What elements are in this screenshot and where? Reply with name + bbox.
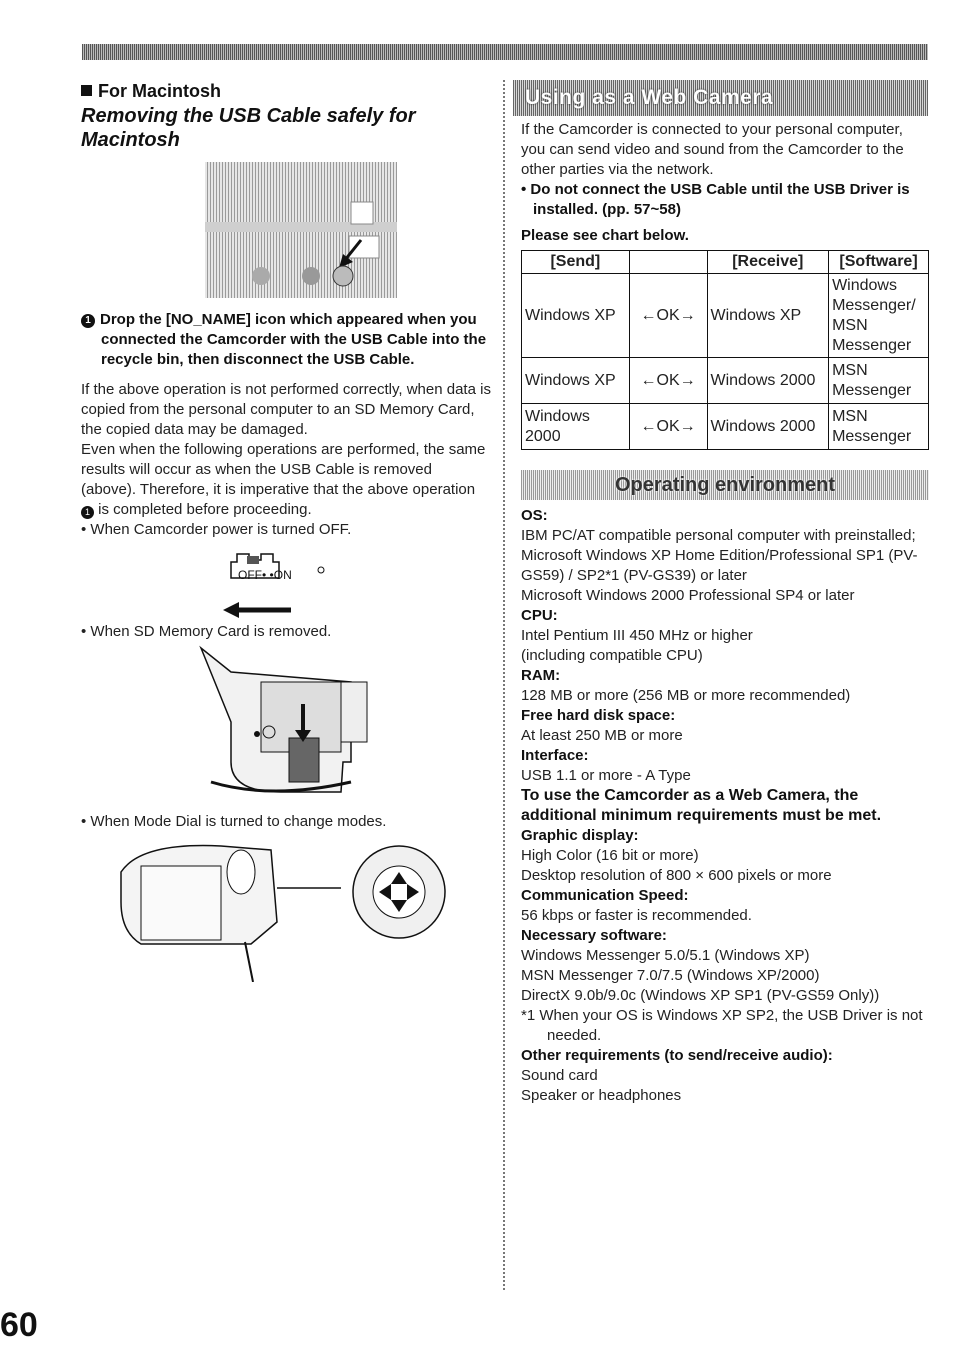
table-header-row <box>522 251 929 274</box>
square-bullet-icon <box>81 85 92 96</box>
sd-card-figure <box>81 642 491 812</box>
table-row <box>522 274 929 358</box>
table-cell: MSN Messenger <box>829 358 929 404</box>
table-cell: Windows XP <box>707 274 829 358</box>
step-number-icon: 1 <box>81 314 95 328</box>
env-label-disk: Free hard disk space: <box>521 707 676 724</box>
web-camera-title-band <box>513 80 928 116</box>
bullet-mode-dial: • When Mode Dial is turned to change modes. <box>81 813 387 830</box>
env-line: USB 1.1 or more - A Type <box>521 767 691 784</box>
table-cell: ←OK→ <box>629 274 707 358</box>
sd-card-illustration <box>81 642 491 812</box>
env-line: Speaker or headphones <box>521 1087 682 1104</box>
table-cell: Windows Messenger/ MSN Messenger <box>829 274 929 358</box>
env-label-speed: Communication Speed: <box>521 887 689 904</box>
env-line: DirectX 9.0b/9.0c (Windows XP SP1 (PV-GS59 Only)) <box>521 987 880 1004</box>
step-reference-icon: 1 <box>81 506 94 519</box>
paragraph-2 <box>81 440 491 520</box>
paragraph-2-text-a: Even when the following operations are performed, the same results will occur as when the USB Cable is removed (above). Therefore, it is imperative that the above operation <box>81 441 486 498</box>
bullet-mode-dial-text: When Mode Dial is turned to change modes. <box>90 813 387 830</box>
env-line: Windows Messenger 5.0/5.1 (Windows XP) <box>521 947 810 964</box>
section-heading-text: For Macintosh <box>98 81 222 101</box>
env-line: High Color (16 bit or more) <box>521 847 699 864</box>
env-line: IBM PC/AT compatible personal computer with preinstalled; <box>521 527 916 544</box>
compatibility-table <box>521 250 929 450</box>
env-label-os: OS: <box>521 507 548 524</box>
table-header-blank <box>629 251 707 274</box>
table-cell: MSN Messenger <box>829 404 929 450</box>
environment-list <box>521 506 931 1106</box>
env-label-cpu: CPU: <box>521 607 558 624</box>
table-cell: Windows 2000 <box>707 358 829 404</box>
table-row <box>522 358 929 404</box>
webcam-requirements-note: To use the Camcorder as a Web Camera, the additional minimum requirements must be met. <box>521 787 882 824</box>
env-line: (including compatible CPU) <box>521 647 703 664</box>
table-header-software: [Software] <box>829 251 929 274</box>
env-label-graphic: Graphic display: <box>521 827 639 844</box>
page-number: 60 <box>0 1306 38 1344</box>
table-cell: Windows 2000 <box>707 404 829 450</box>
env-line: Microsoft Windows XP Home Edition/Professional SP1 (PV-GS59) / SP2*1 (PV-GS39) or later <box>521 547 918 584</box>
power-switch-figure <box>81 540 491 622</box>
switch-label: OFF• •ON <box>238 568 292 582</box>
env-line: 128 MB or more (256 MB or more recommended) <box>521 687 851 704</box>
footnote: *1 When your OS is Windows XP SP2, the USB Driver is not needed. <box>521 1007 923 1044</box>
table-cell: Windows 2000 <box>522 404 630 450</box>
mac-desktop-illustration <box>81 152 491 310</box>
env-line: 56 kbps or faster is recommended. <box>521 907 752 924</box>
paragraph-1: If the above operation is not performed correctly, when data is copied from the personal computer to an SD Memory Card, the copied data may be damaged. <box>81 381 491 438</box>
left-column <box>81 80 491 982</box>
column-divider <box>503 80 505 1290</box>
table-header-receive: [Receive] <box>707 251 829 274</box>
bullet-sd-removed-text: When SD Memory Card is removed. <box>90 623 332 640</box>
env-line: At least 250 MB or more <box>521 727 683 744</box>
bullet-power-off-text: When Camcorder power is turned OFF. <box>90 521 352 538</box>
env-line: Desktop resolution of 800 × 600 pixels or more <box>521 867 832 884</box>
table-cell: ←OK→ <box>629 404 707 450</box>
step-1-text: Drop the [NO_NAME] icon which appeared when you connected the Camcorder with the USB Cable into the recycle bin, then disconnect the USB Cable. <box>100 311 487 368</box>
web-camera-title: Using as a Web Camera <box>525 86 774 109</box>
mode-dial-illustration <box>81 832 491 982</box>
table-cell: Windows XP <box>522 358 630 404</box>
env-label-software: Necessary software: <box>521 927 667 944</box>
bullet-power-off: • When Camcorder power is turned OFF. <box>81 521 352 538</box>
table-header-send: [Send] <box>522 251 630 274</box>
env-label-ram: RAM: <box>521 667 561 684</box>
right-column <box>521 80 931 1106</box>
operating-environment-band <box>521 470 929 500</box>
table-row <box>522 404 929 450</box>
table-cell: Windows XP <box>522 274 630 358</box>
web-camera-intro: If the Camcorder is connected to your personal computer, you can send video and sound from the Camcorder to the other parties via the network. <box>521 121 904 178</box>
env-line: Intel Pentium III 450 MHz or higher <box>521 627 753 644</box>
env-line: MSN Messenger 7.0/7.5 (Windows XP/2000) <box>521 967 820 984</box>
env-label-interface: Interface: <box>521 747 589 764</box>
env-line: Microsoft Windows 2000 Professional SP4 or later <box>521 587 855 604</box>
paragraph-2-text-b: is completed before proceeding. <box>98 501 312 518</box>
mac-desktop-figure <box>81 152 491 310</box>
env-label-other: Other requirements (to send/receive audio): <box>521 1047 833 1064</box>
section-heading <box>81 80 491 102</box>
env-line: Sound card <box>521 1067 598 1084</box>
table-cell: ←OK→ <box>629 358 707 404</box>
bullet-sd-removed: • When SD Memory Card is removed. <box>81 623 332 640</box>
mode-dial-figure <box>81 832 491 982</box>
subtitle: Removing the USB Cable safely for Macintosh <box>81 105 416 151</box>
usb-warning: • Do not connect the USB Cable until the USB Driver is installed. (pp. 57~58) <box>521 181 910 218</box>
header-rule <box>82 44 928 60</box>
operating-environment-title: Operating environment <box>614 473 836 496</box>
step-1 <box>81 310 491 370</box>
see-chart-text: Please see chart below. <box>521 227 689 244</box>
